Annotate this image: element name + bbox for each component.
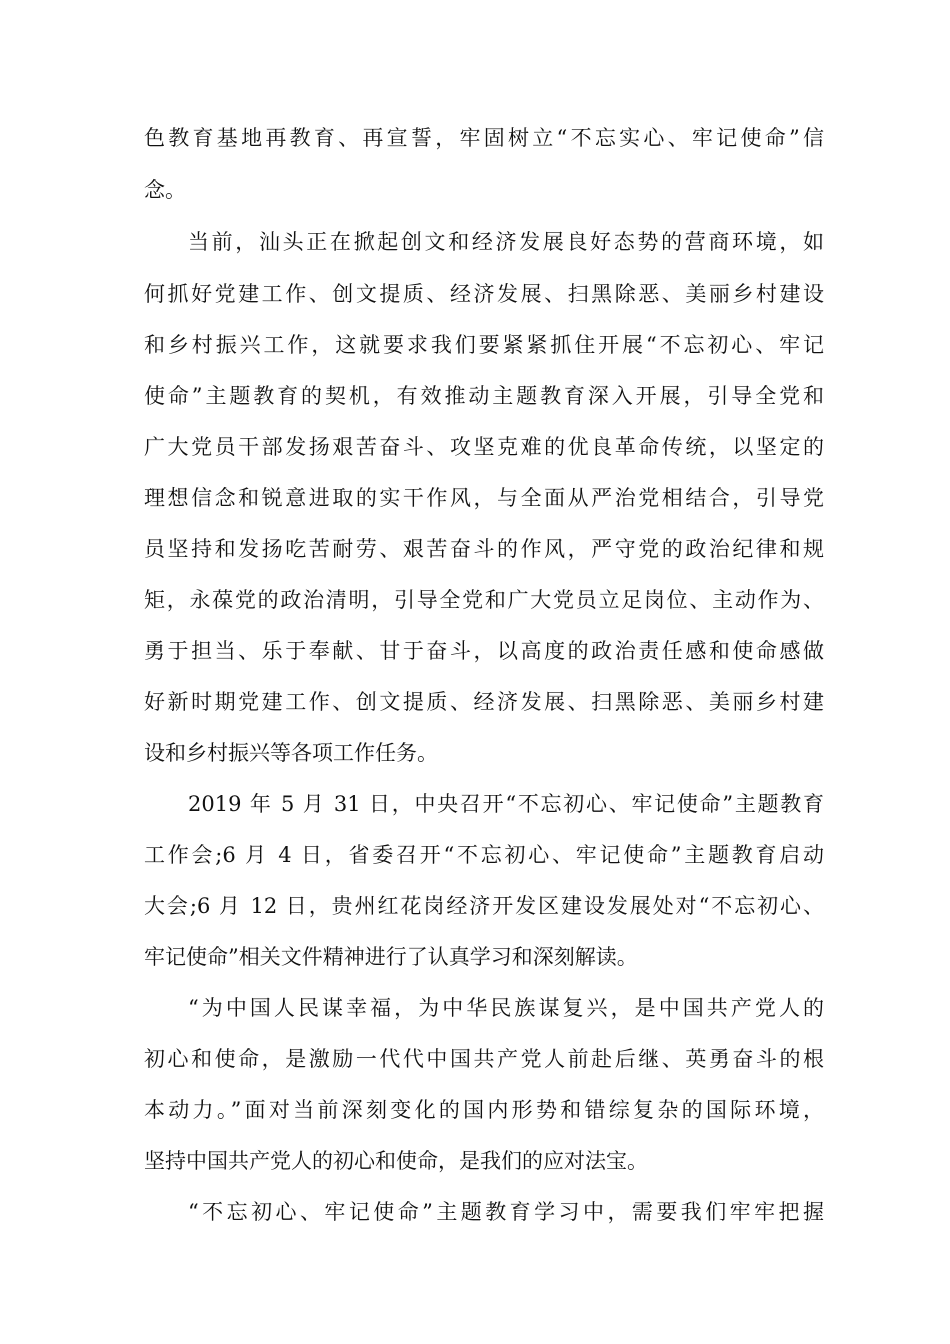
text-line: 何抓好党建工作、创文提质、经济发展、扫黑除恶、美丽乡村建设	[144, 282, 824, 306]
text-line: 勇于担当、乐于奉献、甘于奋斗，以高度的政治责任感和使命感做	[144, 639, 824, 663]
text-line: 使命”主题教育的契机，有效推动主题教育深入开展，引导全党和	[144, 384, 824, 408]
text-line: “不忘初心、牢记使命”主题教育学习中，需要我们牢牢把握	[188, 1200, 824, 1224]
text-line: 大会;6 月 12 日，贵州红花岗经济开发区建设发展处对“不忘初心、	[144, 894, 824, 918]
text-line: 2019 年 5 月 31 日，中央召开“不忘初心、牢记使命”主题教育	[188, 792, 824, 816]
text-line: 本动力。”面对当前深刻变化的国内形势和错综复杂的国际环境，	[144, 1098, 824, 1122]
text-line: 牢记使命”相关文件精神进行了认真学习和深刻解读。	[144, 945, 638, 969]
text-line: 和乡村振兴工作，这就要求我们要紧紧抓住开展“不忘初心、牢记	[144, 333, 824, 357]
text-line: 矩，永葆党的政治清明，引导全党和广大党员立足岗位、主动作为、	[144, 588, 824, 612]
text-line: 色教育基地再教育、再宣誓，牢固树立“不忘实心、牢记使命”信	[144, 126, 824, 150]
text-line: 工作会;6 月 4 日，省委召开“不忘初心、牢记使命”主题教育启动	[144, 843, 824, 867]
text-line: 当前，汕头正在掀起创文和经济发展良好态势的营商环境，如	[188, 230, 824, 254]
text-line: 念。	[144, 178, 186, 202]
text-line: 广大党员干部发扬艰苦奋斗、攻坚克难的优良革命传统，以坚定的	[144, 435, 824, 459]
text-line: 初心和使命，是激励一代代中国共产党人前赴后继、英勇奋斗的根	[144, 1047, 824, 1071]
text-line: 理想信念和锐意进取的实干作风，与全面从严治党相结合，引导党	[144, 486, 824, 510]
text-line: 好新时期党建工作、创文提质、经济发展、扫黑除恶、美丽乡村建	[144, 690, 824, 714]
text-line: 坚持中国共产党人的初心和使命，是我们的应对法宝。	[144, 1149, 648, 1173]
text-line: 员坚持和发扬吃苦耐劳、艰苦奋斗的作风，严守党的政治纪律和规	[144, 537, 824, 561]
text-line: 设和乡村振兴等各项工作任务。	[144, 741, 438, 765]
text-line: “为中国人民谋幸福，为中华民族谋复兴，是中国共产党人的	[188, 996, 824, 1020]
